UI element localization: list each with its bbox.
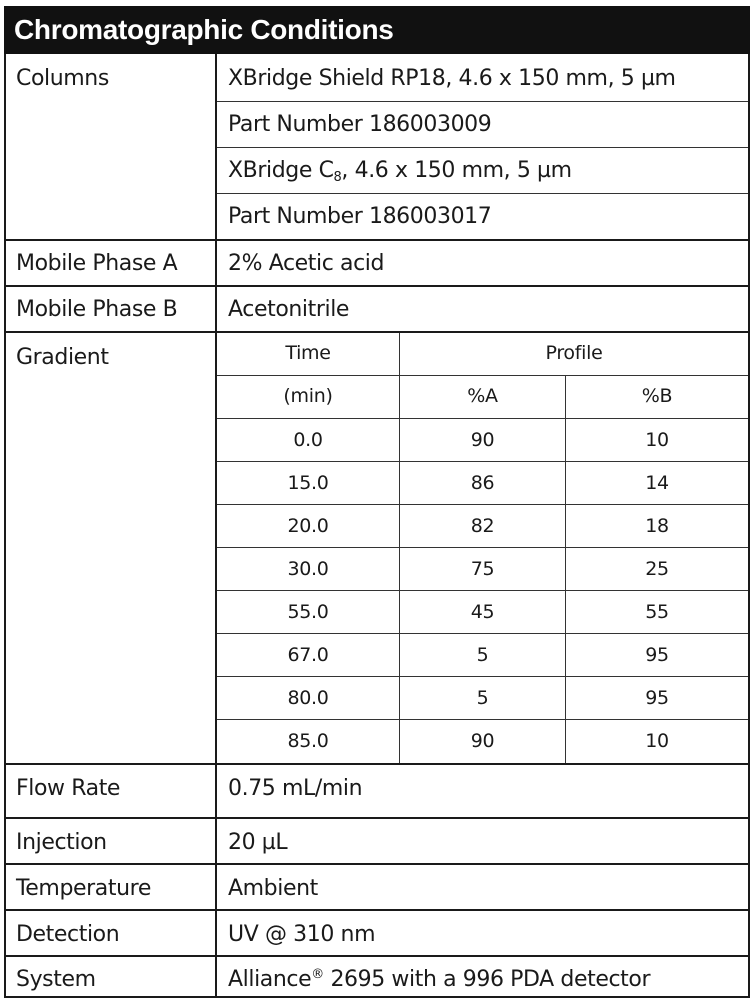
gradient-time-cell: 15.0	[287, 472, 329, 494]
gradient-time-cell: 30.0	[287, 558, 329, 580]
gradient-b-cell: 95	[645, 687, 669, 709]
gradient-b-cell: 55	[645, 601, 669, 623]
column2-name	[228, 158, 572, 184]
gradient-time-header: Time	[285, 342, 331, 364]
gradient-b-cell: 10	[645, 730, 669, 752]
gradient-a-cell: 82	[470, 515, 495, 537]
table-body	[4, 54, 750, 998]
gradient-b-header: %B	[641, 385, 673, 407]
gradient-b-cell: 10	[645, 429, 669, 451]
gradient-time-cell: 80.0	[287, 687, 329, 709]
injection-label: Injection	[16, 830, 107, 855]
gradient-time-unit: (min)	[283, 385, 333, 407]
gradient-time-cell: 55.0	[287, 601, 329, 623]
registered-mark: ®	[311, 967, 324, 982]
gradient-b-cell: 25	[645, 558, 669, 580]
flow-rate-value: 0.75 mL/min	[228, 776, 363, 801]
detection-value: UV @ 310 nm	[228, 922, 376, 947]
gradient-b-cell: 18	[645, 515, 669, 537]
gradient-time-cell: 85.0	[287, 730, 329, 752]
mobile-phase-b-value: Acetonitrile	[228, 297, 350, 322]
columns-label: Columns	[16, 66, 109, 91]
temperature-value: Ambient	[228, 876, 318, 901]
column2-part-number: Part Number 186003017	[228, 204, 492, 229]
flow-rate-label: Flow Rate	[16, 776, 121, 801]
system-value	[228, 967, 650, 993]
gradient-a-cell: 5	[476, 687, 489, 709]
column2-name-prefix: XBridge C	[228, 158, 334, 183]
system-label: System	[16, 967, 96, 992]
conditions-table	[4, 6, 750, 998]
gradient-a-cell: 45	[470, 601, 495, 623]
table-title: Chromatographic Conditions	[4, 6, 750, 54]
gradient-a-cell: 86	[470, 472, 495, 494]
detection-label: Detection	[16, 922, 120, 947]
gradient-time-cell: 20.0	[287, 515, 329, 537]
mobile-phase-a-value: 2% Acetic acid	[228, 251, 385, 276]
gradient-label: Gradient	[16, 345, 109, 370]
mobile-phase-a-label: Mobile Phase A	[16, 251, 178, 276]
column1-part-number: Part Number 186003009	[228, 112, 492, 137]
gradient-a-cell: 75	[470, 558, 495, 580]
system-value-prefix: Alliance	[228, 967, 312, 992]
gradient-a-cell: 90	[470, 429, 495, 451]
column1-name: XBridge Shield RP18, 4.6 x 150 mm, 5 µm	[228, 66, 676, 91]
mobile-phase-b-label: Mobile Phase B	[16, 297, 178, 322]
temperature-label: Temperature	[16, 876, 151, 901]
system-value-suffix: 2695 with a 996 PDA detector	[323, 967, 651, 992]
column2-name-subscript: 8	[333, 170, 342, 185]
gradient-time-cell: 0.0	[293, 429, 323, 451]
gradient-time-cell: 67.0	[287, 644, 329, 666]
gradient-profile-header: Profile	[545, 342, 603, 364]
gradient-b-cell: 14	[645, 472, 669, 494]
column2-name-suffix: , 4.6 x 150 mm, 5 µm	[341, 158, 572, 183]
gradient-a-cell: 90	[470, 730, 495, 752]
gradient-a-cell: 5	[476, 644, 489, 666]
gradient-a-header: %A	[467, 385, 498, 407]
injection-value: 20 µL	[228, 830, 288, 855]
gradient-b-cell: 95	[645, 644, 669, 666]
